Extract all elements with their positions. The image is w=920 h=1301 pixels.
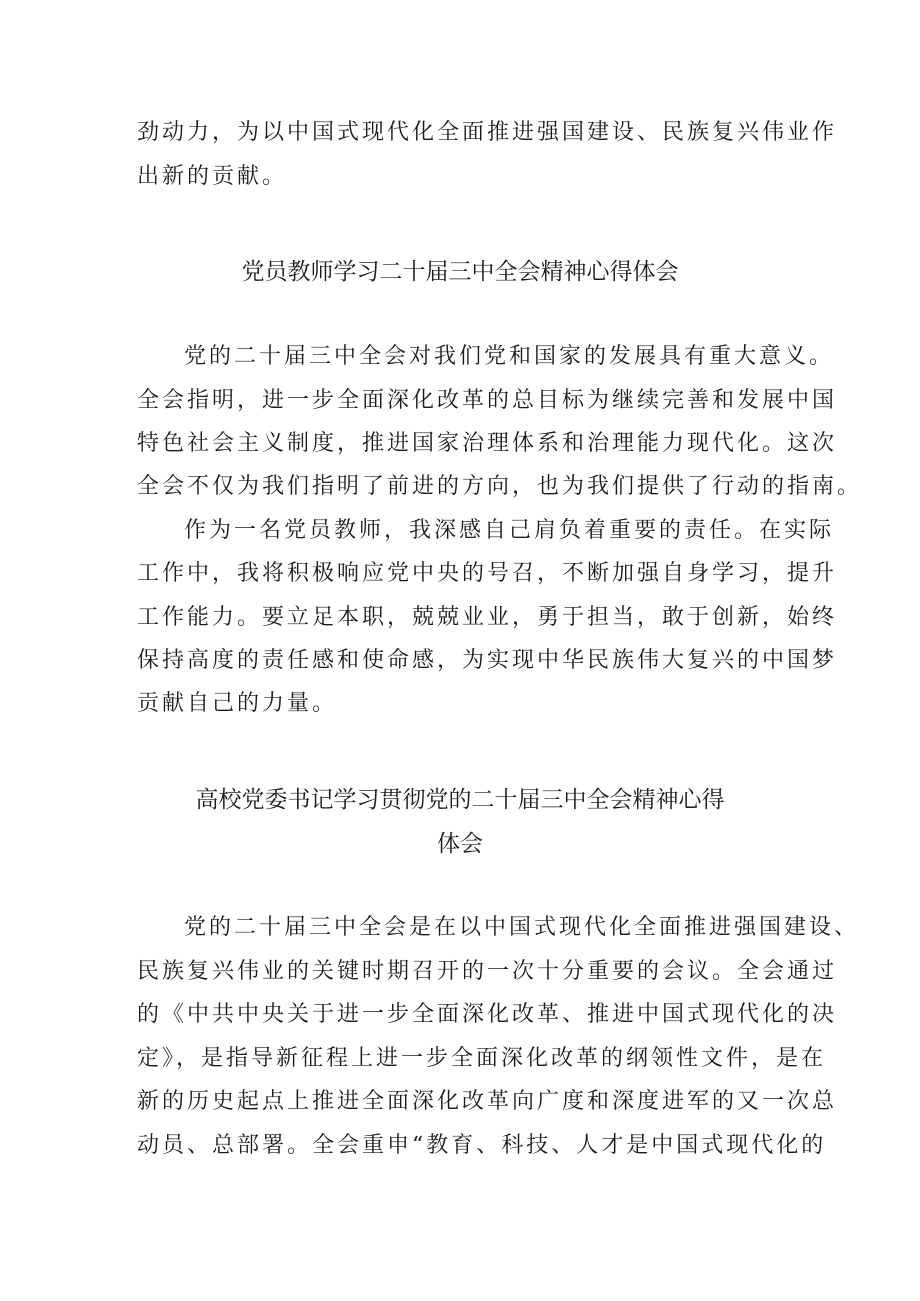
paragraph-line: 新的历史起点上推进全面深化改革向广度和深度进军的又一次总 — [137, 1089, 838, 1114]
paragraph-line: 全会指明，进一步全面深化改革的总目标为继续完善和发展中国 — [137, 388, 838, 413]
paragraph-line: 工作能力。要立足本职，兢兢业业，勇于担当，敢于创新，始终 — [137, 605, 838, 630]
paragraph-line: 保持高度的责任感和使命感，为实现中华民族伟大复兴的中国梦 — [137, 648, 838, 673]
section-title: 高校党委书记学习贯彻党的二十届三中全会精神心得 — [195, 787, 725, 813]
paragraph-line: 全会不仅为我们指明了前进的方向，也为我们提供了行动的指南。 — [137, 474, 863, 499]
paragraph-line: 定》，是指导新征程上进一步全面深化改革的纲领性文件，是在 — [137, 1046, 827, 1071]
paragraph-line: 党的二十届三中全会对我们党和国家的发展具有重大意义。 — [184, 344, 835, 369]
paragraph-line: 工作中，我将积极响应党中央的号召，不断加强自身学习，提升 — [137, 561, 838, 586]
paragraph-line: 作为一名党员教师，我深感自己肩负着重要的责任。在实际 — [184, 518, 835, 543]
paragraph-line: 的《中共中央关于进一步全面深化改革、推进中国式现代化的决 — [137, 1002, 838, 1027]
paragraph-line: 动员、总部署。全会重申“教育、科技、人才是中国式现代化的 — [137, 1133, 827, 1158]
paragraph-line: 特色社会主义制度，推进国家治理体系和治理能力现代化。这次 — [137, 431, 838, 456]
section-title: 党员教师学习二十届三中全会精神心得体会 — [241, 259, 679, 285]
paragraph-line: 贡献自己的力量。 — [137, 691, 338, 716]
paragraph-line: 民族复兴伟业的关键时期召开的一次十分重要的会议。全会通过 — [137, 959, 838, 984]
paragraph-line: 出新的贡献。 — [137, 164, 288, 189]
paragraph-line: 劲动力，为以中国式现代化全面推进强国建设、民族复兴伟业作 — [137, 120, 838, 145]
section-title-continued: 体会 — [437, 831, 483, 857]
paragraph-line: 党的二十届三中全会是在以中国式现代化全面推进强国建设、 — [184, 915, 860, 940]
